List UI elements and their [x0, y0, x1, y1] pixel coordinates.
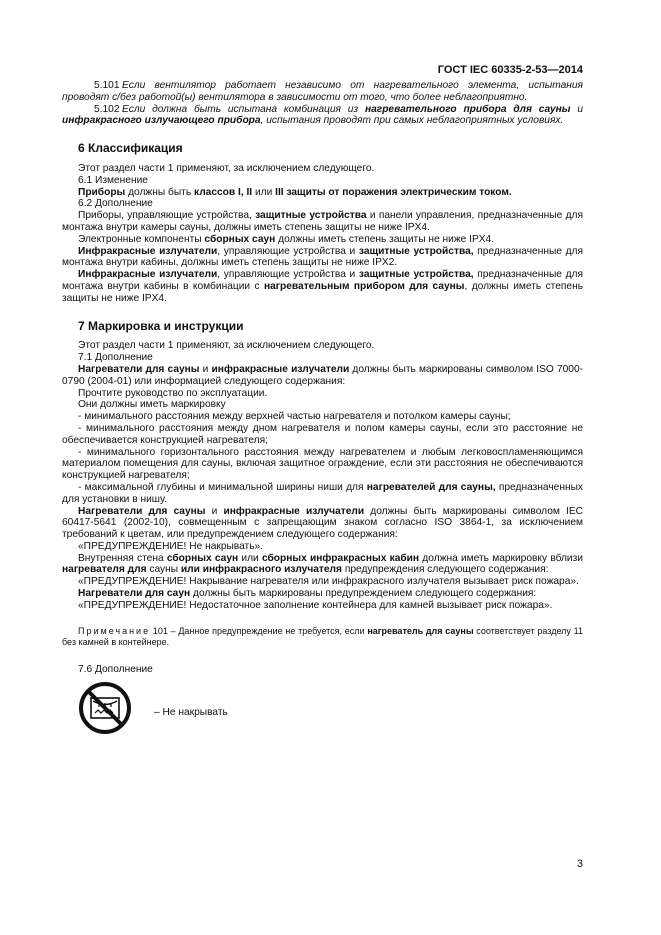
page-number: 3 [576, 858, 583, 870]
bold-term: нагревателей для сауны, [366, 481, 496, 493]
text-fragment: или [252, 186, 276, 198]
subclause-7-1: 7.1 Дополнение [78, 352, 153, 364]
bold-term: сборных инфракрасных кабин [261, 552, 420, 564]
note-label: Примечание [78, 625, 151, 636]
paragraph [62, 364, 583, 388]
standard-header: ГОСТ IEC 60335-2-53—2014 [437, 64, 583, 76]
bold-term: инфракрасного излучающего прибора [62, 115, 261, 127]
bold-term: инфракрасные излучатели [223, 505, 365, 517]
bold-term: Нагреватели для саун [78, 588, 191, 600]
paragraph: Они должны иметь маркировку [78, 399, 226, 411]
clause-5-102 [62, 104, 583, 128]
bold-term: нагревателя для [62, 564, 147, 576]
section-6-intro: Этот раздел части 1 применяют, за исключением следующего. [78, 162, 375, 174]
warning-text: «ПРЕДУПРЕЖДЕНИЕ! Недостаточное заполнение контейнера для камней вызывает риск пожара». [78, 599, 553, 611]
symbol-caption: – Не накрывать [154, 707, 228, 719]
note-101 [62, 626, 583, 648]
text-fragment: - максимальной глубины и минимальной ширины ниши для [78, 481, 367, 493]
text-fragment: должны быть [125, 186, 194, 198]
paragraph [62, 210, 583, 234]
text-fragment: Если должна быть испытана комбинация из [122, 103, 365, 115]
bold-term: сборных саун [166, 552, 239, 564]
paragraph [62, 187, 583, 199]
text-fragment: и [570, 103, 583, 115]
bold-term: нагревательным прибором для сауны [263, 280, 465, 292]
paragraph [62, 506, 583, 541]
text-fragment: , должны иметь степень защиты не ниже IPX4. [62, 280, 583, 304]
list-item: - минимального расстояния между верхней частью нагревателя и потолком камеры сауны; [78, 411, 511, 423]
text-fragment: 101 – Данное предупреждение не требуется, если [150, 625, 368, 636]
list-item: - минимального расстояния между дном нагревателя и полом камеры сауны, если это расстояние не обеспечивается конструкцией нагревателя; [62, 422, 583, 446]
text-fragment: должны иметь степень защиты не ниже IPX4. [275, 233, 495, 245]
paragraph: Прочтите руководство по эксплуатации. [78, 387, 268, 399]
paragraph [62, 234, 583, 246]
bold-term: III защиты от поражения электрическим током. [275, 186, 512, 198]
paragraph [62, 588, 583, 600]
warning-text: «ПРЕДУПРЕЖДЕНИЕ! Не накрывать». [78, 540, 264, 552]
paragraph [62, 269, 583, 304]
paragraph [62, 553, 583, 577]
section-7-intro: Этот раздел части 1 применяют, за исключением следующего. [78, 340, 375, 352]
bold-term: защитные устройства, [358, 245, 474, 257]
section-6-heading: 6 Классификация [78, 141, 183, 156]
bold-term: или инфракрасного излучателя [180, 564, 342, 576]
symbol-figure [62, 681, 583, 741]
text-fragment: предназначенные для монтажа внутри кабины в комбинации с [62, 269, 583, 292]
text-fragment: , испытания проводят при самых неблагоприятных условиях. [260, 115, 564, 127]
text-fragment: Внутренняя стена [78, 552, 167, 564]
clause-number: 5.102 [94, 103, 120, 115]
text-fragment: должны быть маркированы предупреждением следующего содержания: [190, 588, 537, 600]
bold-term: защитные устройства, [358, 269, 474, 281]
clause-text: Если вентилятор работает независимо от нагревательного элемента, испытания проводят с/без работой(ы) вентилятора в зависимости от того, что более неблагоприятно. [62, 80, 583, 103]
clause-number: 5.101 [94, 80, 120, 91]
bold-term: нагревательного прибора для сауны [364, 103, 571, 115]
text-fragment: Приборы, управляющие устройства, [78, 210, 256, 222]
section-7-heading: 7 Маркировка и инструкции [78, 318, 244, 333]
bold-term: Приборы [78, 186, 126, 198]
text-fragment: предназначенных для установки в нишу. [62, 481, 583, 505]
text-fragment: соответствует разделу 11 без камней в контейнере. [62, 625, 583, 647]
bold-term: Нагреватели для сауны [78, 363, 200, 375]
bold-term: инфракрасные излучатели [211, 363, 350, 375]
list-item [62, 482, 583, 506]
bold-term: сборных саун [204, 233, 276, 245]
text-fragment: предупреждения следующего содержания: [341, 564, 549, 576]
text-fragment: должна иметь маркировку вблизи [419, 552, 583, 564]
subclause-7-6: 7.6 Дополнение [78, 663, 153, 675]
bold-term: классов I, II [193, 186, 253, 198]
subclause-6-1: 6.1 Изменение [78, 174, 148, 186]
warning-text: «ПРЕДУПРЕЖДЕНИЕ! Накрывание нагревателя или инфракрасного излучателя вызывает риск пожара». [78, 576, 579, 588]
text-fragment: должны быть маркированы символом ISO 7000-0790 (2004-01) или информацией следующего содержания: [62, 363, 584, 387]
bold-term: Инфракрасные излучатели [78, 269, 218, 281]
page-content [62, 80, 583, 741]
text-fragment: Электронные компоненты [78, 233, 205, 245]
bold-term: Нагреватели для сауны [78, 505, 206, 517]
bold-term: Инфракрасные излучатели [78, 245, 218, 257]
clause-5-101 [62, 80, 583, 104]
do-not-cover-icon [78, 681, 132, 735]
text-fragment: , управляющие устройства и [217, 269, 359, 281]
text-fragment: предназначенные для монтажа внутри кабины, должны иметь степень защиты не ниже IPX2. [62, 245, 583, 269]
text-fragment: или [238, 552, 262, 564]
text-fragment: сауны [146, 564, 181, 576]
subclause-6-2: 6.2 Дополнение [78, 198, 153, 210]
list-item: - минимального горизонтального расстояния между нагревателем и любым легковоспламеняющимся материалом помещения для сауны, включая защитное ограждение, если эти расстояния не обеспечиваются конструкцией нагревателя; [62, 446, 583, 482]
text-fragment: и [205, 505, 224, 517]
paragraph [62, 246, 583, 270]
text-fragment: и [199, 363, 212, 375]
text-fragment: и панели управления, предназначенные для монтажа внутри камеры сауны, должны иметь степень защиты не ниже IPX4. [62, 210, 583, 233]
bold-term: нагреватель для сауны [367, 625, 474, 636]
text-fragment: должны быть маркированы символом IEC 60417-5641 (2002-10), совмещенным с запрещающим знаком согласно ISO 3864-1, за исключением требований к цветам, или предупреждением следующего содержания: [62, 505, 584, 541]
text-fragment: , управляющие устройства и [217, 245, 359, 257]
bold-term: защитные устройства [255, 210, 367, 222]
